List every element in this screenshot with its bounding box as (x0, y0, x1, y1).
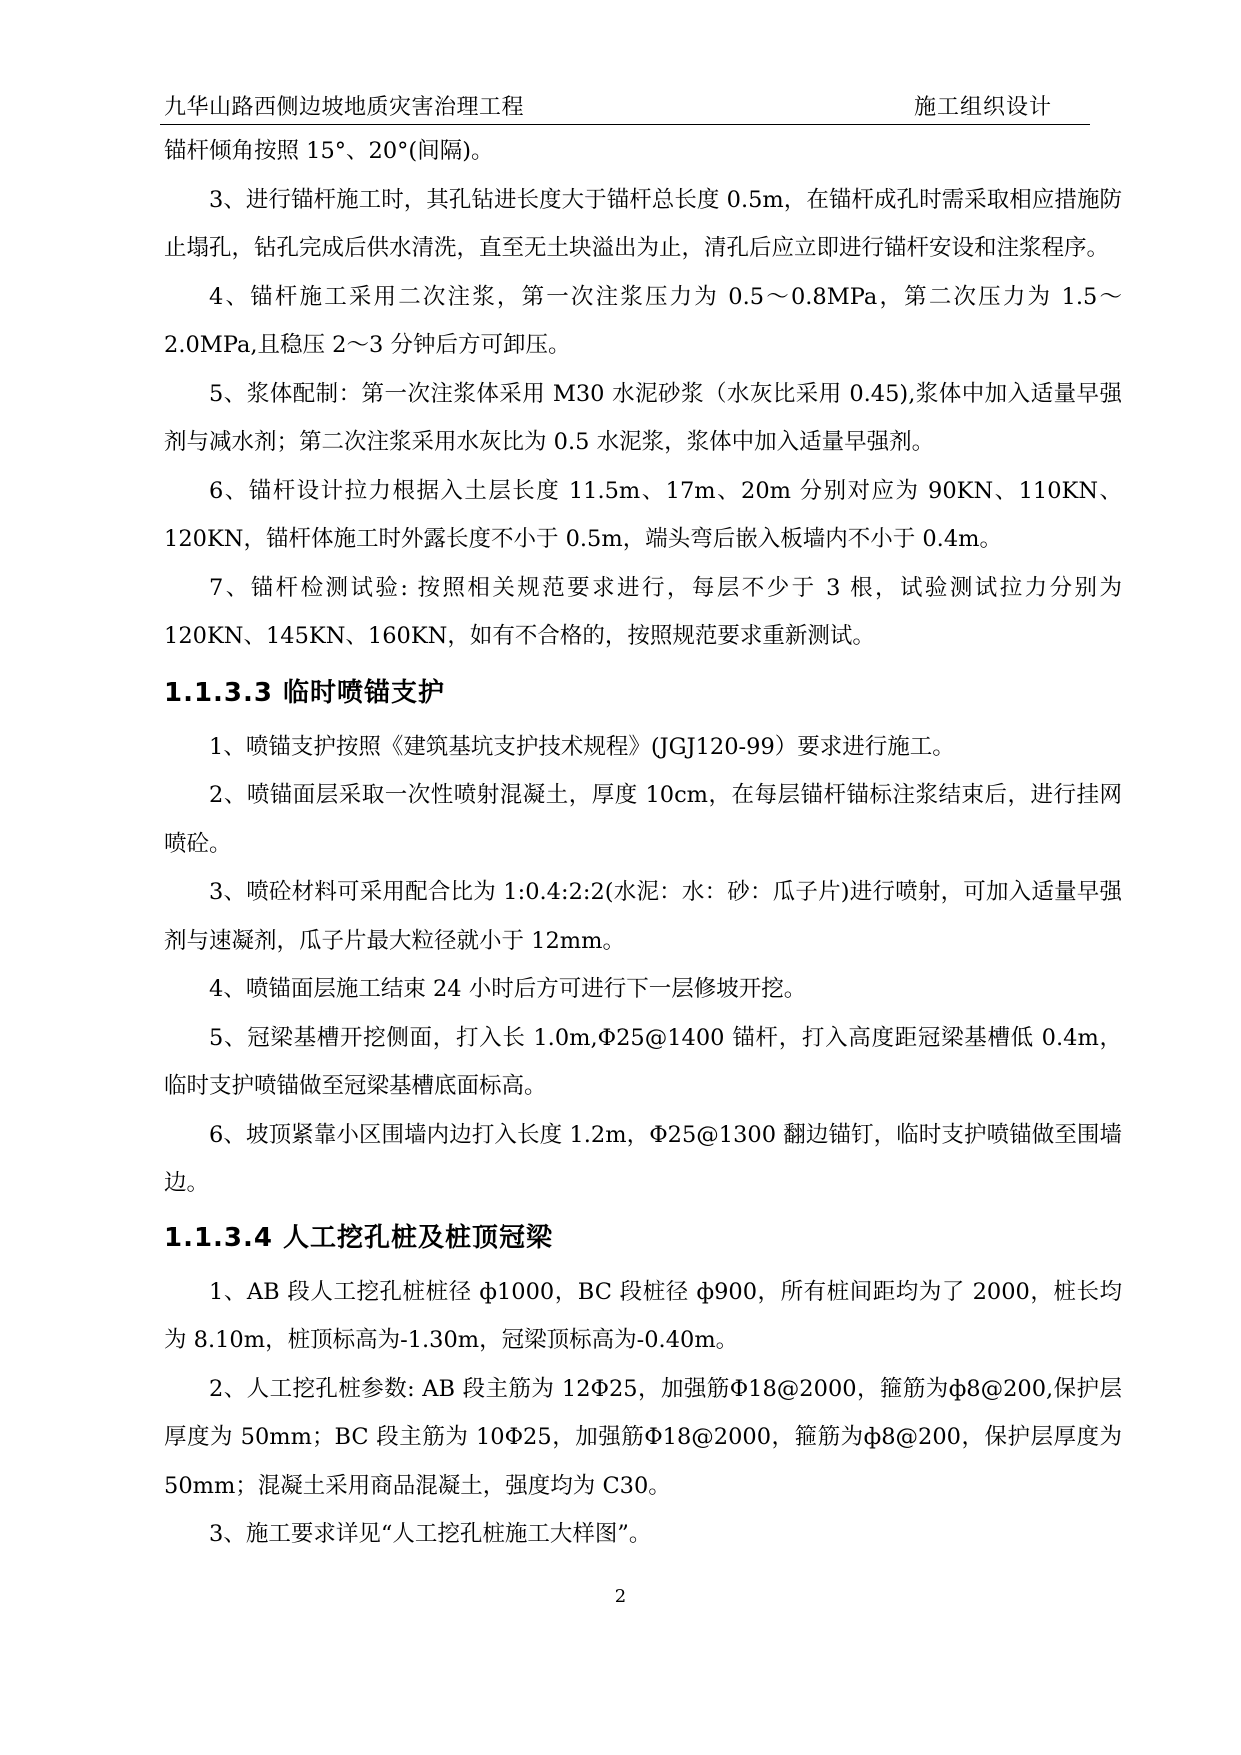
paragraph-pile-1: 1、AB 段人工挖孔桩桩径 ф1000，BC 段桩径 ф900，所有桩间距均为了 2000，桩长均为 8.10m，桩顶标高为-1.30m，冠梁顶标高为-0.40m。 (164, 1278, 1122, 1353)
paragraph-pile-3: 3、施工要求详见“人工挖孔桩施工大样图”。 (209, 1521, 652, 1547)
section-heading-1-1-3-4: 1.1.3.4 人工挖孔桩及桩顶冠梁 (164, 1222, 554, 1253)
paragraph-shotcrete-2: 2、喷锚面层采取一次性喷射混凝土，厚度 10cm，在每层锚杆锚标注浆结束后，进行挂网喷砼。 (164, 782, 1122, 857)
paragraph-item-3: 3、进行锚杆施工时，其孔钻进长度大于锚杆总长度 0.5m，在锚杆成孔时需采取相应措施防止塌孔，钻孔完成后供水清洗，直至无土块溢出为止，清孔后应立即进行锚杆安设和注浆程序。 (164, 186, 1122, 261)
header-project-title: 九华山路西侧边坡地质灾害治理工程 (164, 95, 525, 120)
paragraph-item-7: 7、锚杆检测试验: 按照相关规范要求进行，每层不少于 3 根，试验测试拉力分别为 120KN、145KN、160KN，如有不合格的，按照规范要求重新测试。 (164, 574, 1122, 649)
document-body (164, 127, 1122, 1559)
paragraph-item-4: 4、锚杆施工采用二次注浆，第一次注浆压力为 0.5～0.8MPa，第二次压力为 1.5～2.0MPa,且稳压 2～3 分钟后方可卸压。 (164, 283, 1122, 358)
paragraph-pile-2: 2、人工挖孔桩参数: AB 段主筋为 12Φ25，加强筋Φ18@2000，箍筋为ф8@200,保护层厚度为 50mm；BC 段主筋为 10Φ25，加强筋Φ18@2000，箍筋为ф8@200，保护层厚度为 50mm；混凝土采用商品混凝土，强度均为 C30。 (164, 1375, 1122, 1499)
paragraph-shotcrete-6: 6、坡顶紧靠小区围墙内边打入长度 1.2m，Φ25@1300 翻边锚钉，临时支护喷锚做至围墙边。 (164, 1121, 1122, 1196)
paragraph-shotcrete-5: 5、冠梁基槽开挖侧面，打入长 1.0m,Φ25@1400 锚杆，打入高度距冠梁基槽低 0.4m，临时支护喷锚做至冠梁基槽底面标高。 (164, 1024, 1122, 1099)
paragraph-continuation: 锚杆倾角按照 15°、20°(间隔)。 (164, 138, 494, 164)
paragraph-shotcrete-3: 3、喷砼材料可采用配合比为 1:0.4:2:2(水泥：水：砂：瓜子片)进行喷射，可加入适量早强剂与速凝剂，瓜子片最大粒径就小于 12mm。 (164, 879, 1122, 954)
paragraph-shotcrete-1: 1、喷锚支护按照《建筑基坑支护技术规程》(JGJ120-99）要求进行施工。 (209, 733, 955, 760)
paragraph-item-6: 6、锚杆设计拉力根据入土层长度 11.5m、17m、20m 分别对应为 90KN、110KN、120KN，锚杆体施工时外露长度不小于 0.5m，端头弯后嵌入板墙内不小于 0.4m。 (164, 477, 1122, 552)
page-header (160, 88, 1090, 125)
page-number: 2 (614, 1586, 627, 1607)
section-heading-1-1-3-3: 1.1.3.3 临时喷锚支护 (164, 677, 446, 708)
paragraph-item-5: 5、浆体配制：第一次注浆体采用 M30 水泥砂浆（水灰比采用 0.45),浆体中加入适量早强剂与减水剂；第二次注浆采用水灰比为 0.5 水泥浆，浆体中加入适量早强剂。 (164, 380, 1122, 455)
header-document-type: 施工组织设计 (913, 95, 1052, 120)
paragraph-shotcrete-4: 4、喷锚面层施工结束 24 小时后方可进行下一层修坡开挖。 (209, 976, 807, 1002)
